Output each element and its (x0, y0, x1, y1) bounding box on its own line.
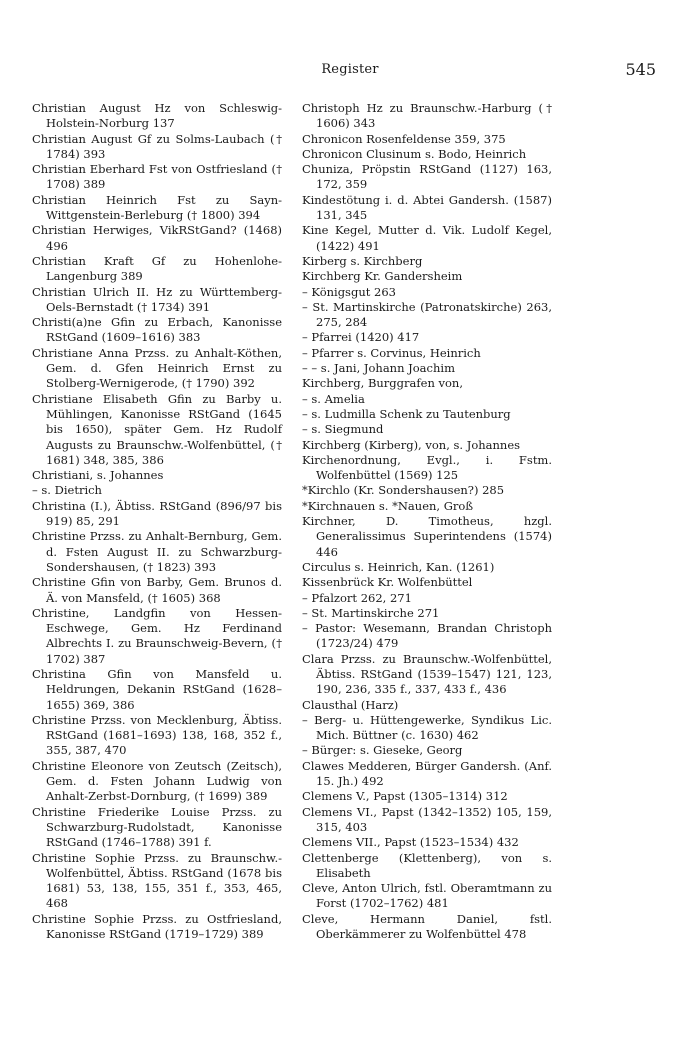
index-entry: Cleve, Anton Ulrich, fstl. Oberamtmann zu Forst (1702–1762) 481 (302, 881, 552, 911)
index-entry: Christi(a)ne Gfin zu Erbach, Kanonisse RStGand (1609–1616) 383 (32, 315, 282, 345)
index-entry: Clemens VI., Papst (1342–1352) 105, 159, 315, 403 (302, 804, 552, 834)
index-entry: Kirchberg, Burggrafen von, (302, 376, 463, 391)
index-entry: – – s. Jani, Johann Joachim (302, 361, 455, 376)
index-entry: Kine Kegel, Mutter d. Vik. Ludolf Kegel, (1422) 491 (302, 223, 552, 253)
index-entry: – Pfalzort 262, 271 (302, 590, 412, 605)
index-entry: Christina Gfin von Mansfeld u. Heldrungen, Dekanin RStGand (1628–1655) 369, 386 (32, 666, 282, 712)
index-entry: – St. Martinskirche (Patronatskirche) 263, 275, 284 (302, 299, 552, 330)
right-column (302, 101, 552, 942)
index-entry: Christine Gfin von Barby, Gem. Brunos d. Ä. von Mansfeld, († 1605) 368 (32, 575, 282, 605)
index-entry: Christian Herwiges, VikRStGand? (1468) 496 (32, 223, 282, 253)
index-entry: – St. Martinskirche 271 (302, 605, 440, 620)
index-entry: Kirchner, D. Timotheus, hzgl. Generalissimus Superintendens (1574) 446 (302, 514, 552, 559)
index-entry: – Königsgut 263 (302, 284, 396, 299)
index-entry: Circulus s. Heinrich, Kan. (1261) (302, 559, 495, 574)
index-entry: Christoph Hz zu Braunschw.-Harburg († 1606) 343 (302, 101, 552, 131)
index-entry: – Pfarrei (1420) 417 (302, 330, 420, 345)
index-entry: Kirberg s. Kirchberg (302, 253, 423, 268)
index-entry: Kissenbrück Kr. Wolfenbüttel (302, 575, 473, 590)
running-title: Register (321, 62, 379, 77)
index-entry: Christian Kraft Gf zu Hohenlohe-Langenburg 389 (32, 253, 282, 284)
index-entry: Christian August Hz von Schleswig-Holstein-Norburg 137 (32, 101, 282, 131)
index-entry: Clara Przss. zu Braunschw.-Wolfenbüttel, Äbtiss. RStGand (1539–1547) 121, 123, 190, 236, 335 f., 337, 433 f., 436 (302, 651, 552, 697)
index-entry: Christian Eberhard Fst von Ostfriesland († 1708) 389 (32, 162, 282, 192)
index-entry: Christiane Anna Przss. zu Anhalt-Köthen, Gem. d. Gfen Heinrich Ernst zu Stolberg-Wernigerode, († 1790) 392 (32, 345, 282, 391)
index-entry: Kirchberg (Kirberg), von, s. Johannes (302, 437, 521, 452)
index-entry: *Kirchnauen s. *Nauen, Groß (302, 498, 474, 513)
index-entry: – Bürger: s. Gieseke, Georg (302, 743, 463, 758)
index-entry: – s. Siegmund (302, 422, 384, 437)
index-entry: – Berg- u. Hüttengewerke, Syndikus Lic. Mich. Büttner (c. 1630) 462 (302, 712, 552, 743)
index-entry: – s. Amelia (302, 391, 365, 406)
index-entry: Christine Sophie Przss. zu Ostfriesland, Kanonisse RStGand (1719–1729) 389 (32, 911, 282, 942)
index-entry: Kirchenordnung, Evgl., i. Fstm. Wolfenbüttel (1569) 125 (302, 452, 552, 483)
index-entry: Christian Ulrich II. Hz zu Württemberg-Oels-Bernstadt († 1734) 391 (32, 284, 282, 314)
index-entry: Clemens V., Papst (1305–1314) 312 (302, 789, 508, 804)
index-entry: Christine Eleonore von Zeutsch (Zeitsch), Gem. d. Fsten Johann Ludwig von Anhalt-Zerbst-Dornburg, († 1699) 389 (32, 758, 282, 804)
page-number: 545 (625, 60, 656, 79)
index-entry: Christina (I.), Äbtiss. RStGand (896/97 bis 919) 85, 291 (32, 498, 282, 529)
index-entry: Christian August Gf zu Solms-Laubach († 1784) 393 (32, 131, 282, 161)
index-entry: – s. Dietrich (32, 483, 102, 498)
index-entry: Kindestötung i. d. Abtei Gandersh. (1587) 131, 345 (302, 192, 552, 223)
index-entry: *Kirchlo (Kr. Sondershausen?) 285 (302, 483, 505, 498)
index-entry: Clausthal (Harz) (302, 697, 399, 712)
index-entry: – Pfarrer s. Corvinus, Heinrich (302, 345, 481, 360)
index-entry: Christine, Landgfin von Hessen-Eschwege, Gem. Hz Ferdinand Albrechts I. zu Braunschweig-Bevern, († 1702) 387 (32, 605, 282, 666)
index-entry: Christine Sophie Przss. zu Braunschw.-Wolfenbüttel, Äbtiss. RStGand (1678 bis 1681) 53, 138, 155, 351 f., 353, 465, 468 (32, 850, 282, 911)
index-entry: Clettenberge (Klettenberg), von s. Elisabeth (302, 850, 552, 880)
page-header (32, 60, 668, 84)
index-entry: – Pastor: Wesemann, Brandan Christoph (1723/24) 479 (302, 621, 552, 651)
index-entry: Christian Heinrich Fst zu Sayn-Wittgenstein-Berleburg († 1800) 394 (32, 192, 282, 223)
index-entry: Chronicon Rosenfeldense 359, 375 (302, 131, 506, 146)
index-entry: Cleve, Hermann Daniel, fstl. Oberkämmerer zu Wolfenbüttel 478 (302, 911, 552, 942)
index-entry: Christiane Elisabeth Gfin zu Barby u. Mühlingen, Kanonisse RStGand (1645 bis 1650), später Gem. Hz Rudolf Augusts zu Braunschw.-Wolfenbüttel, († 1681) 348, 385, 386 (32, 391, 282, 467)
index-entry: Kirchberg Kr. Gandersheim (302, 269, 463, 284)
left-column (32, 101, 282, 942)
index-entry: Clemens VII., Papst (1523–1534) 432 (302, 835, 519, 850)
index-entry: Chronicon Clusinum s. Bodo, Heinrich (302, 146, 527, 161)
index-entry: Christiani, s. Johannes (32, 468, 164, 483)
index-entry: Christine Przss. zu Anhalt-Bernburg, Gem. d. Fsten August II. zu Schwarzburg-Sondershausen, († 1823) 393 (32, 529, 282, 574)
index-entry: Christine Friederike Louise Przss. zu Schwarzburg-Rudolstadt, Kanonisse RStGand (1746–1788) 391 f. (32, 804, 282, 850)
index-entry: Christine Przss. von Mecklenburg, Äbtiss. RStGand (1681–1693) 138, 168, 352 f., 355, 387, 470 (32, 712, 282, 758)
index-entry: Chuniza, Pröpstin RStGand (1127) 163, 172, 359 (302, 162, 552, 192)
index-entry: – s. Ludmilla Schenk zu Tautenburg (302, 406, 511, 421)
index-entry: Clawes Medderen, Bürger Gandersh. (Anf. 15. Jh.) 492 (302, 758, 552, 789)
